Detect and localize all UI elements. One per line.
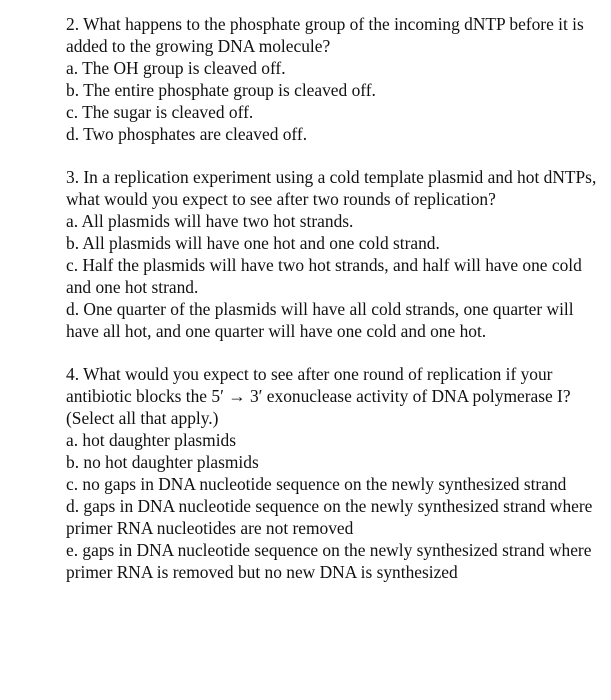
question-4 — [66, 364, 606, 583]
question-3-option-c: c. Half the plasmids will have two hot strands, and half will have one cold and one hot strand. — [66, 254, 582, 297]
question-2 — [66, 14, 606, 145]
question-4-option-b: b. no hot daughter plasmids — [66, 452, 259, 473]
question-4-option-a: a. hot daughter plasmids — [66, 430, 237, 451]
question-2-option-a: a. The OH group is cleaved off. — [66, 57, 286, 78]
question-2-option-b: b. The entire phosphate group is cleaved off. — [66, 79, 376, 100]
question-4-option-d: d. gaps in DNA nucleotide sequence on the newly synthesized strand where primer RNA nucleotides are not removed — [66, 495, 593, 538]
question-3-option-b: b. All plasmids will have one hot and one cold strand. — [66, 233, 440, 254]
question-2-stem: 2. What happens to the phosphate group of the incoming dNTP before it is added to the growing DNA molecule? — [66, 14, 584, 56]
question-3-option-a: a. All plasmids will have two hot strands. — [66, 211, 354, 232]
question-3-option-d: d. One quarter of the plasmids will have all cold strands, one quarter will have all hot, and one quarter will have one cold and one hot. — [66, 298, 574, 341]
question-2-option-d: d. Two phosphates are cleaved off. — [66, 123, 308, 144]
question-4-stem: 4. What would you expect to see after one round of replication if your antibiotic blocks the 5′ → 3′ exonuclease activity of DNA polymerase I? (Select all that apply.) — [66, 364, 571, 429]
question-4-option-c: c. no gaps in DNA nucleotide sequence on the newly synthesized strand — [66, 474, 567, 494]
question-4-option-e: e. gaps in DNA nucleotide sequence on the newly synthesized strand where primer RNA is removed but no new DNA is synthesized — [66, 539, 592, 582]
question-3-stem: 3. In a replication experiment using a cold template plasmid and hot dNTPs, what would you expect to see after two rounds of replication? — [66, 167, 597, 210]
document-page — [66, 14, 606, 584]
question-2-option-c: c. The sugar is cleaved off. — [66, 101, 254, 122]
question-3 — [66, 167, 606, 342]
